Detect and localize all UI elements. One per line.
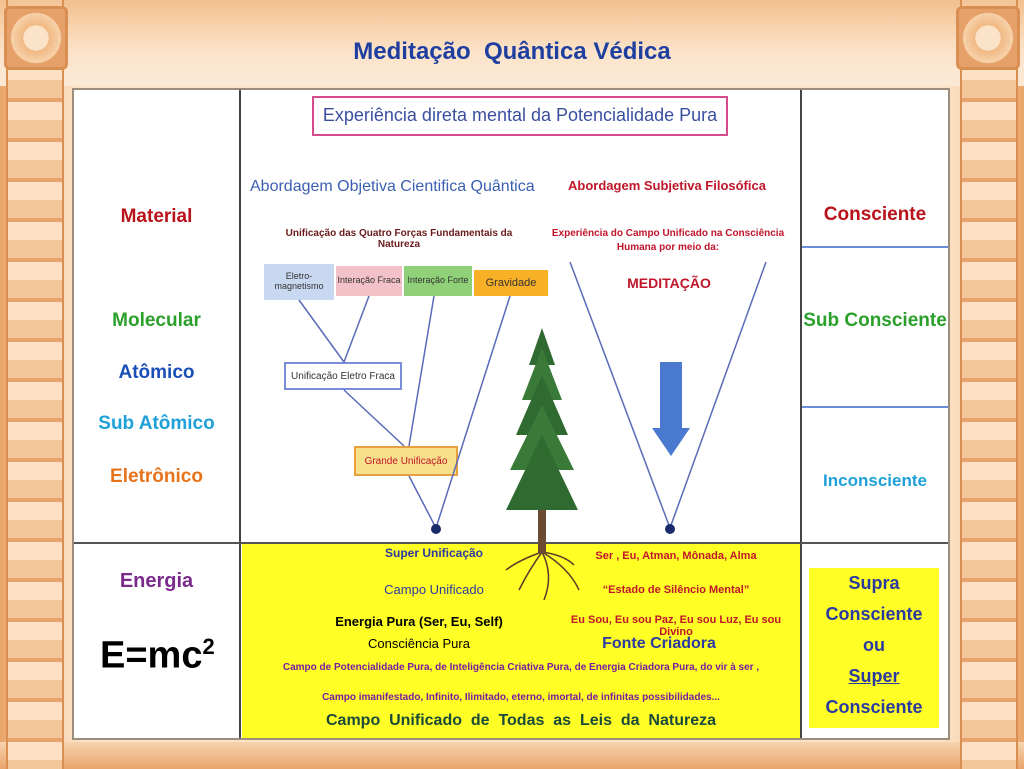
campo-potencialidade: Campo de Potencialidade Pura, de Inteligência Criativa Pura, de Energia Criadora Pura, do vir à ser , <box>282 662 760 673</box>
label-sub-atomico: Sub Atômico <box>98 413 215 434</box>
supra-line-1: Supra <box>848 573 900 593</box>
diagram-board <box>72 88 950 740</box>
down-arrow-icon <box>652 362 690 456</box>
supra-line-3: ou <box>863 635 885 655</box>
label-material: Material <box>120 206 193 227</box>
supra-line-2: Consciente <box>825 604 923 624</box>
force-strong: Interação Forte <box>404 266 472 296</box>
electroweak-box: Unificação Eletro Fraca <box>284 362 402 390</box>
header-box: Experiência direta mental da Potencialidade Pura <box>312 96 728 136</box>
subjective-title: Abordagem Subjetiva Filosófica <box>568 178 766 193</box>
campo-manifestado: Campo imanifestado, Infinito, Ilimitado, eterno, imortal, de infinitas possibilidades... <box>322 692 720 703</box>
meditacao-label: MEDITAÇÃO <box>627 275 711 291</box>
estado-silencio: “Estado de Silêncio Mental” <box>602 584 750 596</box>
label-inconsciente: Inconsciente <box>823 471 927 490</box>
dot-objective <box>431 524 441 534</box>
eu-sou: Eu Sou, Eu sou Paz, Eu sou Luz, Eu sou Divino <box>570 614 782 638</box>
left-pillar <box>6 0 64 769</box>
formula-exponent: 2 <box>202 634 215 659</box>
tree-icon <box>506 328 579 600</box>
force-electromagnetism: Eletro- magnetismo <box>264 264 334 300</box>
page-title: Meditação Quântica Védica <box>353 38 671 65</box>
supra-line-5: Consciente <box>825 697 923 717</box>
label-consciente: Consciente <box>823 204 927 225</box>
label-energia: Energia <box>119 570 194 592</box>
dot-subjective <box>665 524 675 534</box>
grand-unification-box: Grande Unificação <box>354 446 458 476</box>
supra-line-4: Super <box>848 666 900 686</box>
label-atomico: Atômico <box>118 362 195 383</box>
fonte-criadora: Fonte Criadora <box>602 635 716 652</box>
objective-subtitle: Unificação das Quatro Forças Fundamentais da Natureza <box>285 228 513 250</box>
objective-title: Abordagem Objetiva Cientifica Quântica <box>250 178 535 195</box>
subjective-subtitle-2: Humana por meio da: <box>616 242 720 253</box>
right-pillar <box>960 0 1018 769</box>
campo-unificado: Campo Unificado <box>384 582 484 597</box>
force-gravity: Gravidade <box>474 270 548 296</box>
formula-base: E=mc <box>100 634 203 677</box>
energia-pura: Energia Pura (Ser, Eu, Self) <box>335 614 503 629</box>
label-molecular: Molecular <box>112 310 201 331</box>
consciencia-pura: Consciência Pura <box>368 636 470 651</box>
super-unificacao: Super Unificação <box>384 546 484 560</box>
ser-eu-atman: Ser , Eu, Atman, Mônada, Alma <box>595 550 757 562</box>
subjective-subtitle-1: Experiência do Campo Unificado na Consciência <box>551 228 785 239</box>
campo-leis-natureza: Campo Unificado de Todas as Leis da Natureza <box>325 712 716 729</box>
label-sub-consciente: Sub Consciente <box>803 310 947 331</box>
force-weak: Interação Fraca <box>336 266 402 296</box>
label-eletronico: Eletrônico <box>110 466 203 487</box>
frame-bottom <box>0 742 1024 769</box>
